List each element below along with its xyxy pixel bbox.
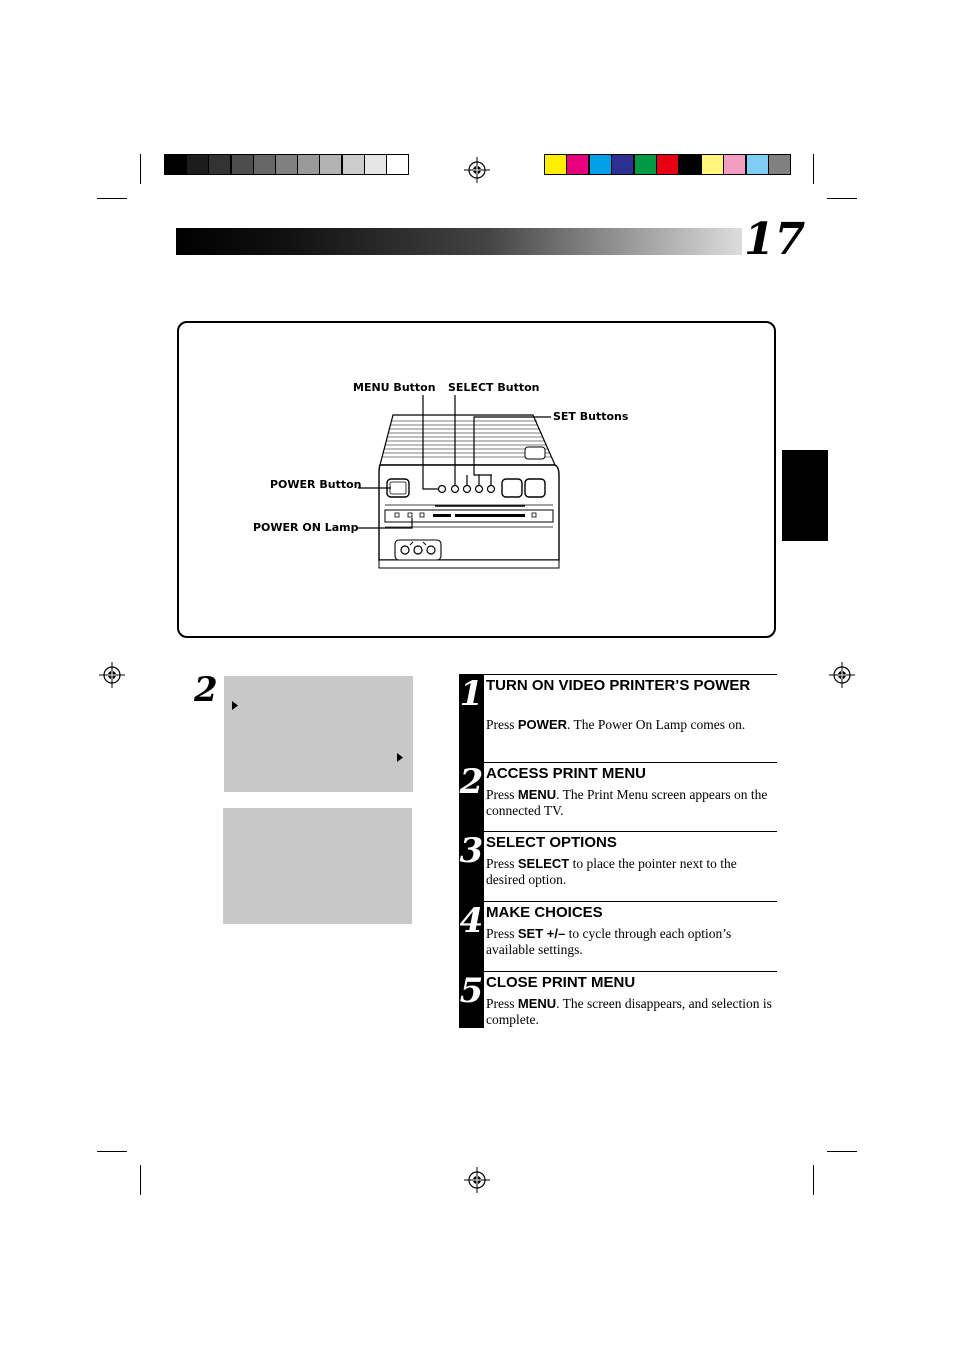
section-tab (782, 450, 828, 541)
printer-illustration (355, 395, 570, 575)
gray-swatch (386, 154, 409, 175)
step-number: 3 (459, 831, 484, 871)
step-number: 4 (459, 901, 484, 941)
step-key-name: SELECT (517, 856, 570, 871)
step-number: 2 (459, 762, 484, 802)
step-instruction: Press SET +/– to cycle through each option’s available settings. (486, 926, 732, 957)
menu-button-label: MENU Button (353, 381, 436, 394)
color-swatch (701, 154, 724, 175)
step-divider (484, 831, 777, 832)
gray-swatch (275, 154, 298, 175)
step-divider (484, 971, 777, 972)
registration-mark-icon (464, 157, 490, 183)
gray-swatch (164, 154, 187, 175)
power-on-lamp-label: POWER ON Lamp (253, 521, 359, 534)
gray-swatch (364, 154, 387, 175)
registration-mark-icon (464, 1167, 490, 1193)
pointer-arrow-icon (397, 753, 403, 762)
color-swatch (768, 154, 791, 175)
step-title: CLOSE PRINT MENU (486, 974, 636, 991)
step-title: TURN ON VIDEO PRINTER’S POWER (486, 677, 751, 694)
set-buttons-label: SET Buttons (553, 410, 629, 423)
step-divider (484, 762, 777, 763)
gray-swatch (186, 154, 209, 175)
step-number: 1 (459, 674, 484, 714)
select-button-label: SELECT Button (448, 381, 540, 394)
color-swatch (678, 154, 701, 175)
page-number: 17 (744, 214, 806, 265)
step-key-name: MENU (517, 787, 557, 802)
color-swatch (544, 154, 567, 175)
blank-tv-screen (223, 808, 412, 924)
color-swatch (746, 154, 769, 175)
step-number: 5 (459, 971, 484, 1011)
page-header-bar (176, 228, 742, 255)
step-instruction: Press MENU. The Print Menu screen appears on the connected TV. (486, 787, 768, 818)
step-title: ACCESS PRINT MENU (486, 765, 647, 782)
step-instruction: Press SELECT to place the pointer next to the desired option. (486, 856, 737, 887)
color-swatch (589, 154, 612, 175)
gray-swatch (319, 154, 342, 175)
color-swatch (723, 154, 746, 175)
registration-mark-icon (829, 662, 855, 688)
step-title: SELECT OPTIONS (486, 834, 617, 851)
step-divider (484, 901, 777, 902)
step-instruction: Press POWER. The Power On Lamp comes on. (486, 717, 746, 732)
step-key-name: MENU (517, 996, 557, 1011)
registration-mark-icon (99, 662, 125, 688)
gray-swatch (297, 154, 320, 175)
gray-swatch (342, 154, 365, 175)
screen-step-number: 2 (194, 670, 218, 710)
step-key-name: SET +/– (517, 926, 566, 941)
step-title: MAKE CHOICES (486, 904, 603, 921)
pointer-arrow-icon (232, 701, 238, 710)
color-swatch (566, 154, 589, 175)
step-divider (484, 674, 777, 675)
gray-swatch (231, 154, 254, 175)
gray-swatch (208, 154, 231, 175)
color-swatch (634, 154, 657, 175)
gray-swatch (253, 154, 276, 175)
print-menu-screen (224, 676, 413, 792)
step-key-name: POWER (517, 717, 568, 732)
power-button-label: POWER Button (270, 478, 362, 491)
step-instruction: Press MENU. The screen disappears, and selection is complete. (486, 996, 772, 1027)
color-swatch (656, 154, 679, 175)
color-swatch (611, 154, 634, 175)
